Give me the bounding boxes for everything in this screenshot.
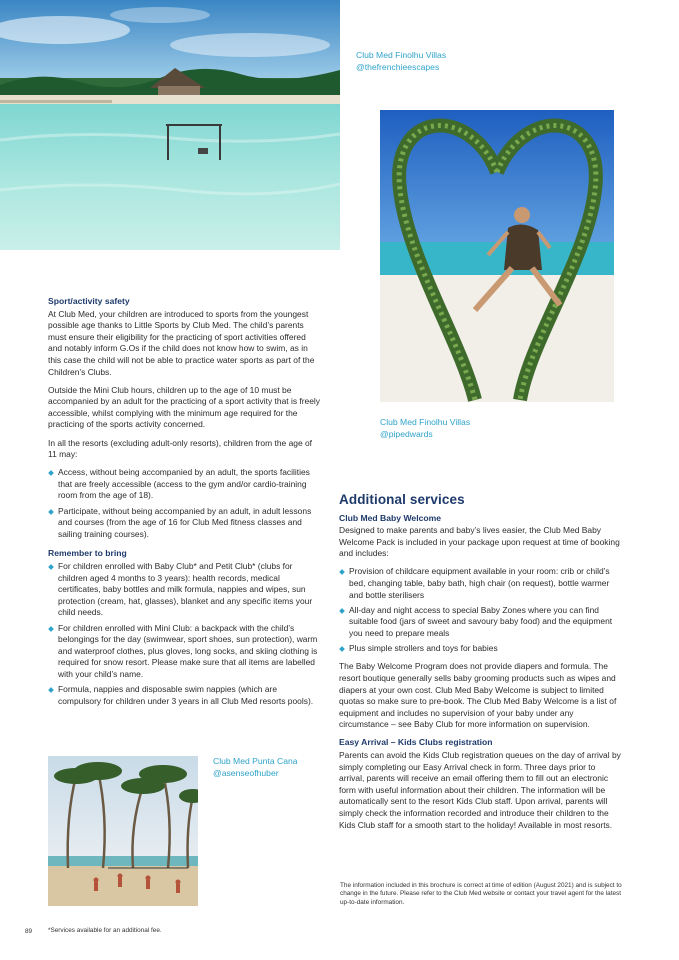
list-item: Access, without being accompanied by an adult, the sports facilities that are freely accessible (access to the gym and/or cardio-training room from the age of 18). [48,467,320,502]
caption-punta-cana [213,756,298,779]
brochure-notice: The information included in this brochure is correct at time of edition (August 2021) and is subject to change in the future. Please refer to the Club Med website or contact your travel agent for the latest up-to-date information. [340,882,622,906]
sport-list [48,467,320,540]
bring-heading: Remember to bring [48,548,127,559]
caption-resort: Club Med Finolhu Villas [356,50,447,60]
bring-list [48,561,320,707]
baby-welcome-list [339,566,621,654]
right-column [339,494,621,838]
list-item: For children enrolled with Mini Club: a backpack with the child’s belongings for the day (swimwear, sport shoes, sun protection), warm and waterproof clothes, plus gloves, long socks, and skiing clothing is required for snow resort. Please make sure that all items are labelled with your child’s name. [48,623,320,681]
list-item: For children enrolled with Baby Club* and Petit Club* (clubs for children aged 4 months to 3 years): health records, medical certificates, baby bottles and milk formula, nappies and wipes, sun protection (cream, hat, glasses), blanket and any specific items your child needs. [48,561,320,619]
sport-paragraph: In all the resorts (excluding adult-only resorts), children from the age of 11 may: [48,437,313,460]
left-column [48,296,320,714]
footnote: *Services available for an additional fee. [48,927,162,934]
list-item: Provision of childcare equipment available in your room: crib or child’s bed, changing table, baby bath, high chair (on request), bottle warmer and bottle sterilisers [339,566,621,601]
caption-resort: Club Med Punta Cana [213,756,298,766]
heart-palm-photo [380,110,614,402]
sport-paragraph: At Club Med, your children are introduced to sports from the youngest possible age thanks to Little Sports by Club Med. The child’s parents must ensure their eligibility for the practicing of sport activities offered and notably inform G.Os if the child does not know how to swim, as in this case the child will not be able to practice water sports as part of the Children’s Clubs. [48,308,315,377]
list-item: Plus simple strollers and toys for babies [339,643,621,655]
sport-paragraph: Outside the Mini Club hours, children up to the age of 10 must be accompanied by an adult for the practicing of a sport activity that is freely accessible, whilst complying with the minimum age required for the practicing of the sports activity concerned. [48,384,321,430]
section-title: Additional services [339,492,465,507]
caption-handle: @pipedwards [380,428,433,439]
baby-welcome-intro: Designed to make parents and baby’s lives easier, the Club Med Baby Welcome Pack is included in your package upon request at time of booking and includes: [339,525,620,559]
caption-finolhu-top [356,50,446,73]
caption-resort: Club Med Finolhu Villas [380,417,471,427]
punta-cana-beach-photo [48,756,198,906]
sport-heading: Sport/activity safety [48,296,130,306]
caption-handle: @asenseofhuber [213,767,279,778]
list-item: Participate, without being accompanied by an adult, in adult lessons and courses (from the age of 16 for Club Med fitness classes and sailing training courses). [48,506,320,541]
easy-arrival-heading: Easy Arrival – Kids Clubs registration [339,737,493,748]
lagoon-villas-photo [0,0,340,250]
list-item: All-day and night access to special Baby Zones where you can find suitable food (jars of sweet and savoury baby food) and the equipment you need to prepare meals [339,605,621,640]
caption-finolhu-heart [380,417,470,440]
baby-welcome-heading: Club Med Baby Welcome [339,512,442,523]
baby-welcome-note: The Baby Welcome Program does not provide diapers and formula. The resort boutique generally sells baby grooming products such as wipes and diapers at your own cost. Club Med Baby Welcome is subject to limited quotas so make sure to pre-book. The Club Med Baby Welcome is a list of equipment and includes no supervision of your baby under any circumstance – see Baby Club for more information on supervision. [339,661,617,730]
easy-arrival-text: Parents can avoid the Kids Club registration queues on the day of arrival by simply completing our Easy Arrival check in form. Three days prior to arrival, parents will receive an email offering them to fill out an electronic form with useful information about their children. The information will be automatically sent to the resort Kids Club staff. Upon arrival, parents will simply check the information recorded and introduce their children to the Kids Club staff for a smooth start to the holiday! Available in most resorts. [339,749,621,830]
page-number: 89 [25,928,33,935]
caption-handle: @thefrenchieescapes [356,61,440,72]
list-item: Formula, nappies and disposable swim nappies (which are compulsory for children under 3 years in all Club Med resorts pools). [48,684,320,707]
